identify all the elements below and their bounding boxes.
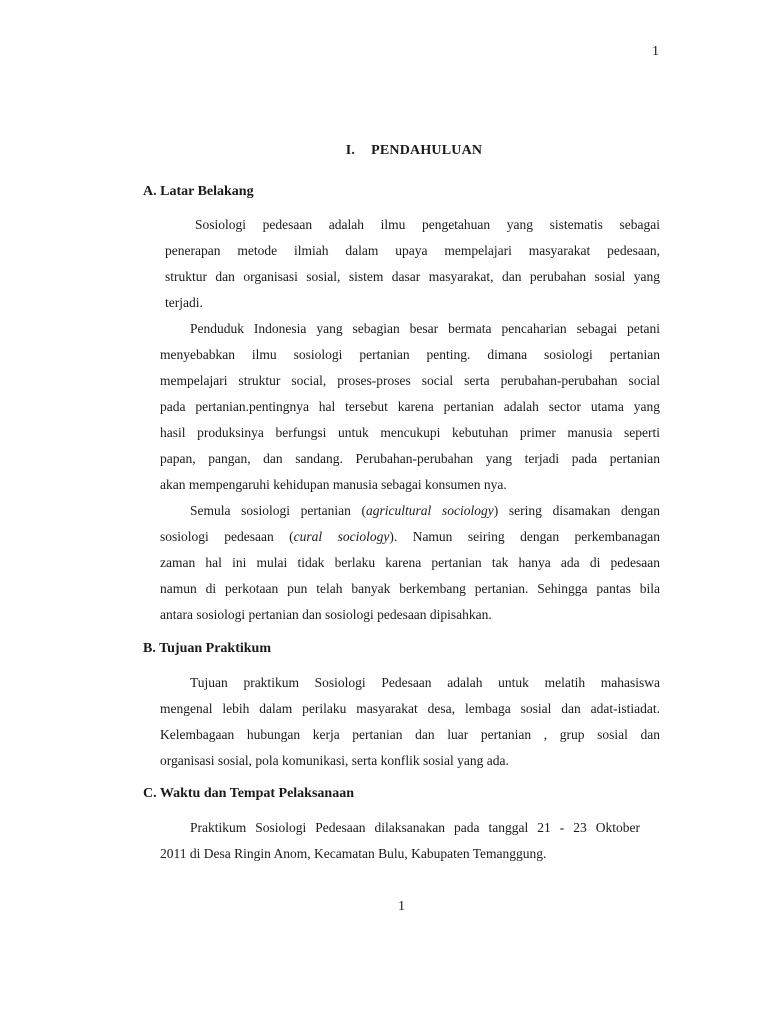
paragraph-line: Kelembagaan hubungan kerja pertanian dan luar pertanian , grup sosial dan	[160, 727, 660, 742]
text-fragment: sosiologi pedesaan (	[160, 529, 294, 544]
section-heading-tujuan-praktikum: B. Tujuan Praktikum	[143, 641, 271, 656]
chapter-title-text: PENDAHULUAN	[371, 143, 483, 158]
paragraph-latar-belakang-3	[160, 498, 660, 628]
chapter-title	[0, 143, 768, 159]
paragraph-waktu-tempat	[160, 815, 640, 867]
text-fragment: ). Namun seiring dengan perkembanagan	[389, 529, 660, 544]
paragraph-latar-belakang-1	[165, 212, 660, 316]
section-heading-latar-belakang: A. Latar Belakang	[143, 184, 254, 199]
paragraph-line: hasil produksinya berfungsi untuk mencukupi kebutuhan primer manusia seperti	[160, 425, 660, 440]
paragraph-latar-belakang-2	[160, 316, 660, 498]
paragraph-line: Penduduk Indonesia yang sebagian besar bermata pencaharian sebagai petani	[190, 321, 660, 336]
section-heading-waktu-tempat: C. Waktu dan Tempat Pelaksanaan	[143, 786, 354, 801]
paragraph-line	[160, 498, 660, 524]
paragraph-line: menyebabkan ilmu sosiologi pertanian penting. dimana sosiologi pertanian	[160, 347, 660, 362]
paragraph-line: Sosiologi pedesaan adalah ilmu pengetahuan yang sistematis sebagai	[195, 217, 660, 232]
paragraph-line: namun di perkotaan pun telah banyak berkembang pertanian. Sehingga pantas bila	[160, 581, 660, 596]
page-number-top: 1	[652, 44, 659, 59]
paragraph-line: papan, pangan, dan sandang. Perubahan-perubahan yang terjadi pada pertanian	[160, 451, 660, 466]
paragraph-line: pada pertanian.pentingnya hal tersebut karena pertanian adalah sector utama yang	[160, 399, 660, 414]
paragraph-line: zaman hal ini mulai tidak berlaku karena pertanian tak hanya ada di pedesaan	[160, 555, 660, 570]
paragraph-line: Praktikum Sosiologi Pedesaan dilaksanakan pada tanggal 21 - 23 Oktober	[190, 820, 640, 835]
italic-term: agricultural sociology	[366, 503, 494, 518]
paragraph-line: antara sosiologi pertanian dan sosiologi pedesaan dipisahkan.	[160, 607, 492, 622]
chapter-roman-numeral: I.	[345, 143, 356, 158]
page-number-bottom: 1	[398, 899, 405, 914]
paragraph-line: Tujuan praktikum Sosiologi Pedesaan adalah untuk melatih mahasiswa	[190, 675, 660, 690]
paragraph-line: mempelajari struktur social, proses-proses social serta perubahan-perubahan social	[160, 373, 660, 388]
paragraph-line: struktur dan organisasi sosial, sistem dasar masyarakat, dan perubahan sosial yang	[165, 269, 660, 284]
paragraph-line: mengenal lebih dalam perilaku masyarakat desa, lembaga sosial dan adat-istiadat.	[160, 701, 660, 716]
italic-term: cural sociology	[293, 529, 390, 544]
paragraph-line	[160, 524, 660, 550]
paragraph-line: organisasi sosial, pola komunikasi, serta konflik sosial yang ada.	[160, 753, 509, 768]
paragraph-line: 2011 di Desa Ringin Anom, Kecamatan Bulu, Kabupaten Temanggung.	[160, 846, 547, 861]
paragraph-line: penerapan metode ilmiah dalam upaya mempelajari masyarakat pedesaan,	[165, 243, 660, 258]
text-fragment: Semula sosiologi pertanian (	[190, 503, 367, 518]
paragraph-tujuan-praktikum	[160, 670, 660, 774]
paragraph-line: akan mempengaruhi kehidupan manusia sebagai konsumen nya.	[160, 477, 507, 492]
text-fragment: ) sering disamakan dengan	[493, 503, 660, 518]
paragraph-line: terjadi.	[165, 295, 203, 310]
